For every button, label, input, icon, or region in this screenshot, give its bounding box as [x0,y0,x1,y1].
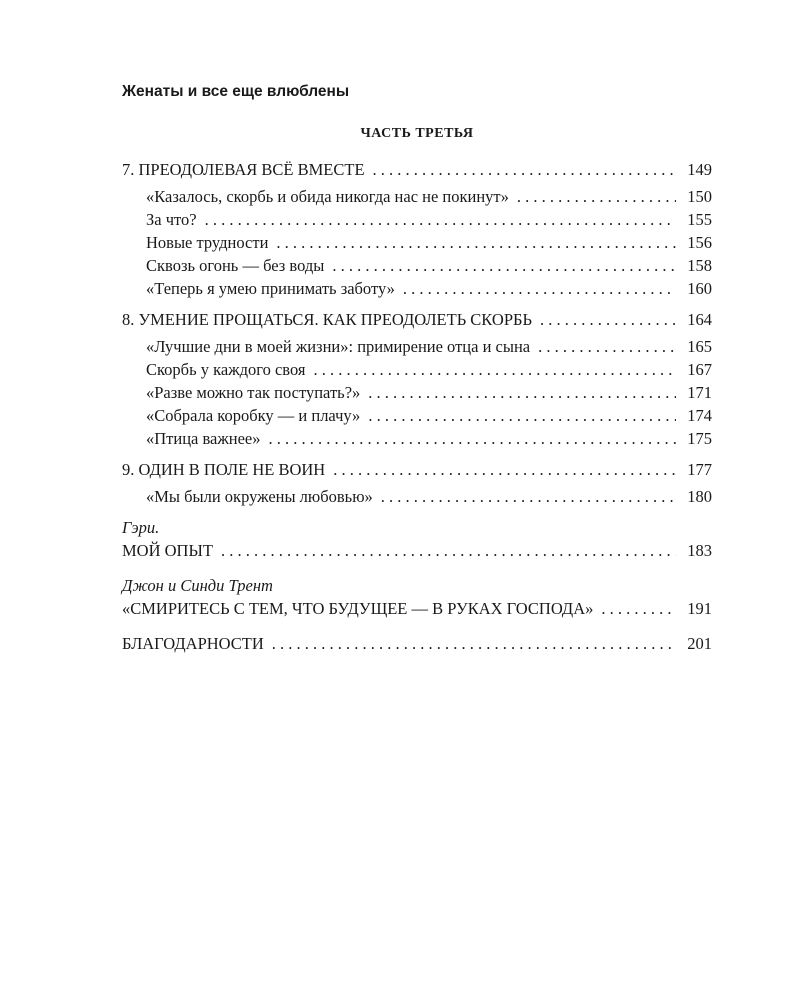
essay-author-trent: Джон и Синди Трент [122,576,273,595]
dot-leader [276,233,676,253]
toc-entry-title: БЛАГОДАРНОСТИ [122,634,264,653]
toc-entry-page: 164 [687,310,712,329]
toc-entry-page: 160 [687,279,712,298]
toc-entry-page: 165 [687,337,712,356]
toc-entry-title: Новые трудности [146,233,269,252]
toc-entry-title: «Птица важнее» [146,429,261,448]
toc-entry-title: МОЙ ОПЫТ [122,541,213,560]
dot-leader [332,256,676,276]
toc-entry-title: «Собрала коробку — и плачу» [146,406,361,425]
toc-entry-title: Скорбь у каждого своя [146,360,306,379]
toc-entry-page: 156 [687,233,712,252]
toc-item[interactable] [146,337,712,357]
essay-author-gary: Гэри. [122,518,160,537]
toc-item[interactable] [146,406,712,426]
toc-entry-page: 201 [687,634,712,653]
dot-leader [540,310,676,330]
toc-item[interactable] [146,210,712,230]
toc-entry-page: 183 [687,541,712,560]
toc-entry-title: 7. ПРЕОДОЛЕВАЯ ВСЁ ВМЕСТЕ [122,160,365,179]
toc-entry-page: 171 [687,383,712,402]
toc-item[interactable] [146,383,712,403]
toc-entry-title: 9. ОДИН В ПОЛЕ НЕ ВОИН [122,460,326,479]
toc-entry-page: 177 [687,460,712,479]
toc-entry-page: 174 [687,406,712,425]
dot-leader [403,279,676,299]
dot-leader [269,429,676,449]
toc-entry-page: 175 [687,429,712,448]
toc-entry-title: За что? [146,210,197,229]
dot-leader [538,337,676,357]
toc-item[interactable] [146,429,712,449]
toc-entry-title: «Разве можно так поступать?» [146,383,361,402]
toc-item[interactable] [146,256,712,276]
toc-acknowledgements[interactable] [122,634,712,654]
toc-entry-page: 155 [687,210,712,229]
toc-item[interactable] [146,279,712,299]
toc-chapter-9[interactable] [122,460,712,480]
toc-entry-page: 191 [687,599,712,618]
toc-entry-title: «Лучшие дни в моей жизни»: примирение отца и сына [146,337,531,356]
toc-item[interactable] [146,360,712,380]
running-header: Женаты и все еще влюблены [122,83,350,100]
dot-leader [333,460,676,480]
toc-item[interactable] [146,487,712,507]
toc-entry-title: Сквозь огонь — без воды [146,256,325,275]
toc-chapter-8[interactable] [122,310,712,330]
dot-leader [368,406,676,426]
dot-leader [601,599,676,619]
toc-entry-page: 167 [687,360,712,379]
toc-item[interactable] [146,187,712,207]
dot-leader [272,634,676,654]
dot-leader [205,210,676,230]
toc-entry-title: «СМИРИТЕСЬ С ТЕМ, ЧТО БУДУЩЕЕ — В РУКАХ ГОСПОДА» [122,599,594,618]
dot-leader [381,487,676,507]
dot-leader [221,541,676,561]
toc-entry-title: «Теперь я умею принимать заботу» [146,279,395,298]
part-title: ЧАСТЬ ТРЕТЬЯ [360,126,474,141]
toc-entry-title: «Мы были окружены любовью» [146,487,373,506]
toc-essay-gary[interactable] [122,541,712,561]
dot-leader [314,360,677,380]
dot-leader [517,187,676,207]
toc-entry-page: 158 [687,256,712,275]
toc-essay-trent[interactable] [122,599,712,619]
toc-entry-page: 149 [687,160,712,179]
toc-entry-title: 8. УМЕНИЕ ПРОЩАТЬСЯ. КАК ПРЕОДОЛЕТЬ СКОРБЬ [122,310,532,329]
dot-leader [373,160,676,180]
toc-chapter-7[interactable] [122,160,712,180]
toc-item[interactable] [146,233,712,253]
toc-entry-title: «Казалось, скорбь и обида никогда нас не покинут» [146,187,509,206]
dot-leader [368,383,676,403]
toc-entry-page: 180 [687,487,712,506]
toc-entry-page: 150 [687,187,712,206]
